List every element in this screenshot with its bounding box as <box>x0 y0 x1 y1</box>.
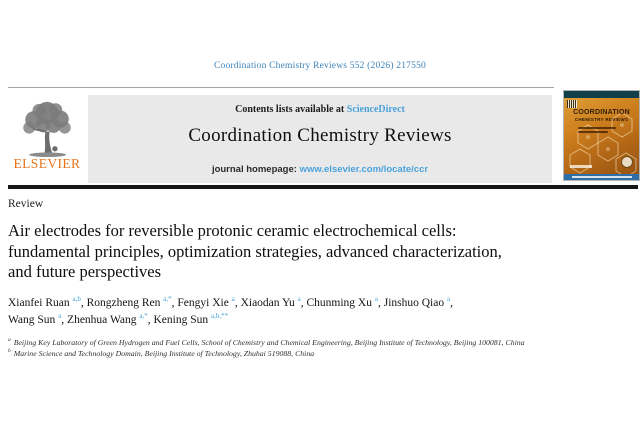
article-title-line: Air electrodes for reversible protonic ceramic electrochemical cells: <box>8 221 457 240</box>
author-name: Xiaodan Yu <box>240 297 298 309</box>
contents-lists-text: Contents lists available at <box>235 104 347 115</box>
cover-barcode <box>567 100 577 108</box>
affiliation-list <box>8 338 632 359</box>
author-affiliation-sup: a <box>297 295 301 304</box>
masthead-top-rule <box>8 87 554 88</box>
article-title-line: and future perspectives <box>8 262 162 281</box>
journal-title: Coordination Chemistry Reviews <box>188 125 452 146</box>
author-name: Kening Sun <box>153 313 211 326</box>
author-list <box>8 295 632 328</box>
affiliation-line: $^a$ Beijing Key Laboratory of Green Hydrogen and Fuel Cells, School of Chemistry and Chemical Engineering, Beijing Institute of Technology, Beijing 100081, China <box>8 337 525 347</box>
cover-issn-bar <box>570 165 592 168</box>
article-title-line: fundamental principles, optimization strategies, advanced characterization, <box>8 241 502 261</box>
journal-citation-line: Coordination Chemistry Reviews 552 (2026) 217550 <box>214 61 426 71</box>
author-affiliation-sup: a <box>231 295 235 304</box>
author-name: Wang Sun <box>8 313 59 326</box>
journal-masthead <box>88 95 552 183</box>
author-name: Rongzheng Ren <box>86 297 164 309</box>
author-affiliation-sup: a,* <box>139 311 148 320</box>
author-affiliation-sup: a <box>446 295 451 304</box>
author-affiliation-sup: a <box>374 295 378 304</box>
author-name: Zhenhua Wang <box>67 313 140 326</box>
author-line: Xianfei Ruan $^{a,b}$, Rongzheng Ren $^{a,*}$, Fengyi Xie $^a$, Xiaodan Yu $^a$, Chunming Xu $^a$, Jinshuo Qiao $^a$, <box>8 295 453 309</box>
elsevier-wordmark: ELSEVIER <box>13 156 81 171</box>
cover-bottom-strip <box>564 174 639 180</box>
affiliation-line: $^b$ Marine Science and Technology Domain, Beijing Institute of Technology, Zhuhai 519088, China <box>8 347 315 358</box>
author-affiliation-sup: a,* <box>163 295 172 304</box>
sciencedirect-link[interactable]: ScienceDirect <box>346 104 405 115</box>
contents-lists-line <box>88 104 552 115</box>
author-affiliation-sup: a,b <box>72 295 81 304</box>
homepage-label: journal homepage: <box>211 164 300 175</box>
cover-citescore-badge <box>621 156 633 168</box>
article-title <box>8 221 632 283</box>
cover-journal-title: COORDINATION CHEMISTRY REVIEWS <box>573 109 630 122</box>
author-name: Jinshuo Qiao <box>383 297 447 309</box>
author-affiliation-sup: a,b,** <box>210 311 229 320</box>
author-name: Fengyi Xie <box>177 297 232 309</box>
cover-top-strip <box>564 91 639 98</box>
author-affiliation-sup: a <box>58 311 62 320</box>
article-type-label: Review <box>8 198 44 210</box>
cover-editor-lines <box>578 127 618 135</box>
journal-homepage-line <box>88 164 552 175</box>
masthead-bottom-rule <box>8 185 638 189</box>
journal-cover-thumbnail[interactable] <box>563 90 640 181</box>
elsevier-logo <box>8 96 86 183</box>
author-line: Wang Sun $^a$, Zhenhua Wang $^{a,*}$, Kening Sun $^{a,b,**}$ <box>8 311 229 326</box>
author-name: Chunming Xu <box>306 297 375 309</box>
elsevier-tree-icon <box>8 96 86 158</box>
author-name: Xianfei Ruan <box>8 297 73 309</box>
journal-homepage-link[interactable]: www.elsevier.com/locate/ccr <box>299 164 429 175</box>
